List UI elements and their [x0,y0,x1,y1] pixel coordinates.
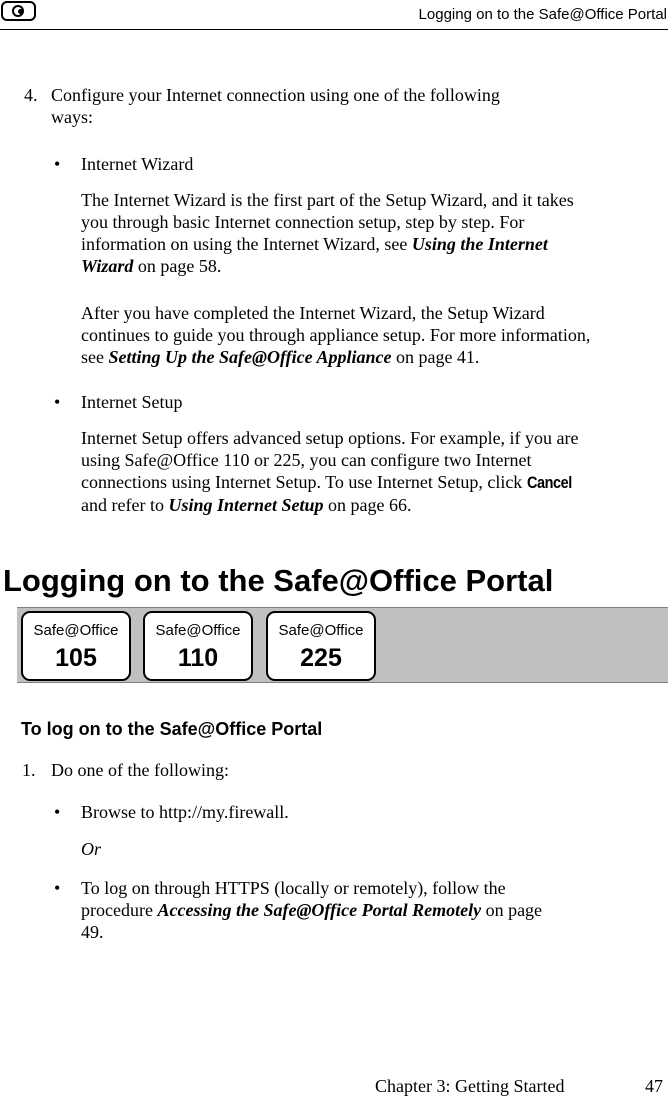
running-header-title: Logging on to the Safe@Office Portal [418,6,667,23]
option-https-line2 [81,899,542,921]
step-4-text-line1: Configure your Internet connection using one of the following [51,85,500,105]
link-using-internet-wizard-cont[interactable]: Wizard [81,256,134,276]
wizard-p2-line3 [81,346,590,368]
model-badge-110 [143,611,253,681]
wizard-p1-line4-text: on page 58. [133,256,222,276]
bullet-https [54,877,60,899]
header-rule [0,29,668,30]
link-using-internet-wizard[interactable]: Using the Internet [411,234,548,254]
wizard-paragraph-1 [81,189,574,277]
link-using-internet-setup[interactable]: Using Internet Setup [168,495,324,515]
safe-at-office-logo-icon [1,1,36,21]
step-4-text-line2: ways: [51,107,93,127]
model-badge-label: Safe@Office [155,622,241,639]
setup-p1-line4-page: on page 66. [323,495,412,515]
wizard-p2-line1: After you have completed the Internet Wizard, the Setup Wizard [81,303,545,323]
link-accessing-portal-remotely[interactable]: Accessing the Safe@Office Portal Remotely [157,900,482,920]
wizard-p2-line3-page: on page 41. [391,347,480,367]
wizard-p2-line3-see: see [81,347,109,367]
bullet-internet-setup [54,391,60,413]
procedure-heading: To log on to the Safe@Office Portal [21,719,323,739]
option-https-line2-text: procedure [81,900,158,920]
bullet-internet-wizard [54,153,60,175]
option-browse-text: Browse to http://my.firewall. [81,802,289,822]
bullet-internet-wizard-title: Internet Wizard [81,154,194,174]
footer-chapter: Chapter 3: Getting Started [375,1076,565,1096]
or-separator: Or [81,839,102,859]
wizard-p1-line2: you through basic Internet connection setup, step by step. For [81,212,525,232]
wizard-p1-line3-text: information on using the Internet Wizard, see [81,234,412,254]
option-https-line1: To log on through HTTPS (locally or remotely), follow the [81,878,506,898]
wizard-p2-line2: continues to guide you through appliance setup. For more information, [81,325,591,345]
setup-p1-line4 [81,494,580,516]
cancel-button-reference: Cancel [526,473,572,492]
model-badge-label: Safe@Office [278,622,364,639]
setup-p1-line3 [81,471,580,494]
setup-paragraph-1 [81,427,580,516]
model-badge-number: 110 [177,644,219,672]
logo-dot-shape [18,9,23,14]
model-badge-105 [21,611,131,681]
option-https-paragraph [81,877,542,943]
option-https-line2-page: on page [481,900,543,920]
option-https-line3: 49. [81,922,104,942]
model-badge-225 [266,611,376,681]
wizard-p1-line3 [81,233,574,255]
section-heading: Logging on to the Safe@Office Portal [3,563,554,598]
bullet-browse [54,801,60,823]
bullet-internet-setup-title: Internet Setup [81,392,183,412]
wizard-p1-line4 [81,255,574,277]
wizard-p1-line1: The Internet Wizard is the first part of the Setup Wizard, and it takes [81,190,574,210]
model-applicability-bar [17,607,668,683]
setup-p1-line1: Internet Setup offers advanced setup options. For example, if you are [81,428,579,448]
model-badge-number: 225 [300,644,342,672]
wizard-paragraph-2 [81,302,590,368]
setup-p1-line2: using Safe@Office 110 or 225, you can configure two Internet [81,450,532,470]
link-setting-up-appliance[interactable]: Setting Up the Safe@Office Appliance [108,347,392,367]
model-badge-number: 105 [55,644,97,672]
setup-p1-line4-text: and refer to [81,495,169,515]
step-1-number: 1. [22,760,36,780]
step-1-text: Do one of the following: [51,760,229,780]
step-4-number: 4. [24,85,38,105]
model-badge-label: Safe@Office [33,622,119,639]
setup-p1-line3-text: connections using Internet Setup. To use Internet Setup, click [81,472,527,492]
footer-page-number: 47 [645,1076,663,1096]
